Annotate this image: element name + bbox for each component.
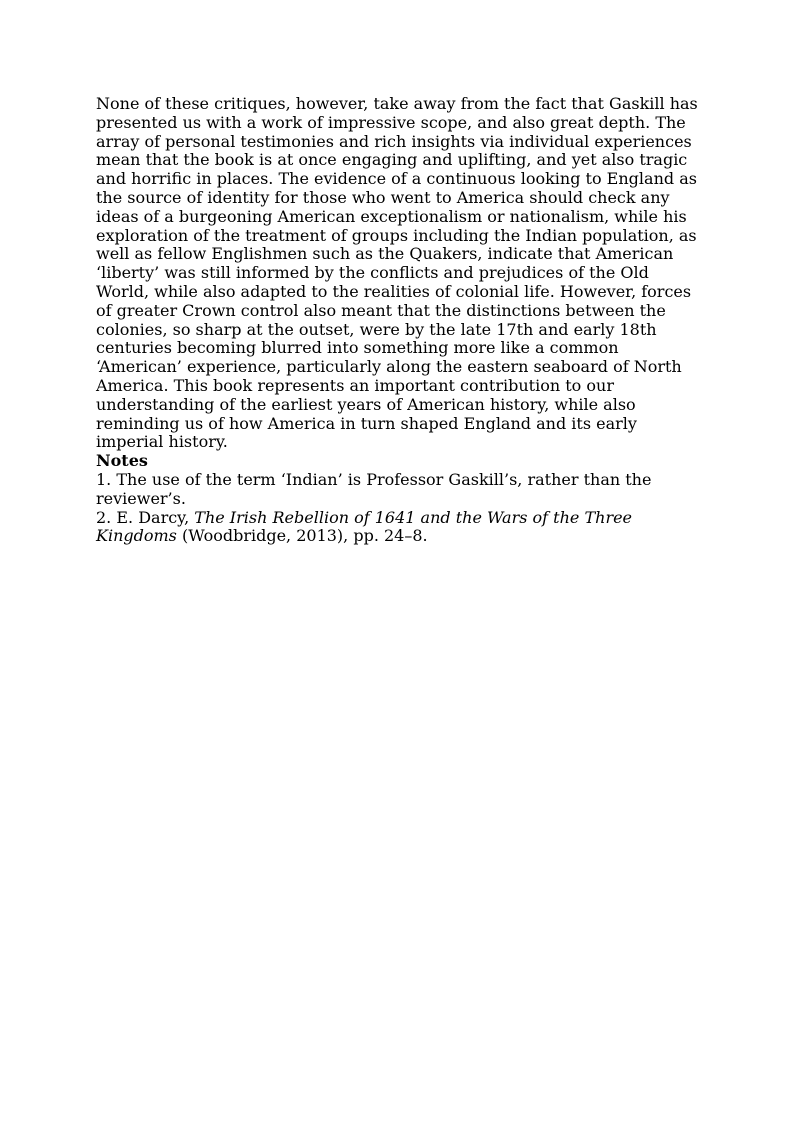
paragraph-line: ‘American’ experience, particularly along the eastern seaboard of North [96, 357, 682, 377]
paragraph-line: the source of identity for those who went to America should check any [96, 187, 670, 207]
paragraph-line: World, while also adapted to the realities of colonial life. However, forces [96, 281, 692, 301]
paragraph-line: America. This book represents an important contribution to our [96, 375, 614, 395]
notes-heading: Notes [96, 451, 148, 471]
body-paragraph [96, 95, 700, 452]
paragraph-line: mean that the book is at once engaging and uplifting, and yet also tragic [96, 150, 688, 170]
paragraph-line: exploration of the treatment of groups including the Indian population, as [96, 225, 697, 245]
note-2-title-part-1: The Irish Rebellion of 1641 and the Wars of the Three [194, 507, 633, 527]
paragraph-line: and horrific in places. The evidence of a continuous looking to England as [96, 169, 697, 189]
note-2-title-part-2: Kingdoms [96, 526, 177, 546]
paragraph-line: colonies, so sharp at the outset, were by the late 17th and early 18th [96, 319, 657, 339]
note-2-line-1 [96, 509, 700, 528]
note-2-suffix: (Woodbridge, 2013), pp. 24–8. [176, 526, 428, 546]
paragraph-line: None of these critiques, however, take away from the fact that Gaskill has [96, 94, 698, 113]
note-2 [96, 509, 700, 547]
paragraph-line: imperial history. [96, 432, 228, 452]
paragraph-line: well as fellow Englishmen such as the Quakers, indicate that American [96, 244, 674, 264]
note-1 [96, 471, 700, 509]
paragraph-line: centuries becoming blurred into something more like a common [96, 338, 619, 358]
paragraph-line: array of personal testimonies and rich insights via individual experiences [96, 131, 692, 151]
paragraph-line: ‘liberty’ was still informed by the conflicts and prejudices of the Old [96, 263, 649, 283]
note-1-line-1: 1. The use of the term ‘Indian’ is Professor Gaskill’s, rather than the [96, 469, 652, 489]
paragraph-line: of greater Crown control also meant that the distinctions between the [96, 300, 666, 320]
note-1-line-2: reviewer’s. [96, 488, 186, 508]
paragraph-line: understanding of the earliest years of American history, while also [96, 394, 636, 414]
note-2-prefix: 2. E. Darcy, [96, 507, 195, 527]
paragraph-line: presented us with a work of impressive scope, and also great depth. The [96, 112, 686, 132]
paragraph-line: reminding us of how America in turn shaped England and its early [96, 413, 637, 433]
paragraph-line: ideas of a burgeoning American exceptionalism or nationalism, while his [96, 206, 687, 226]
document-page [96, 95, 700, 546]
note-2-line-2 [96, 527, 700, 546]
